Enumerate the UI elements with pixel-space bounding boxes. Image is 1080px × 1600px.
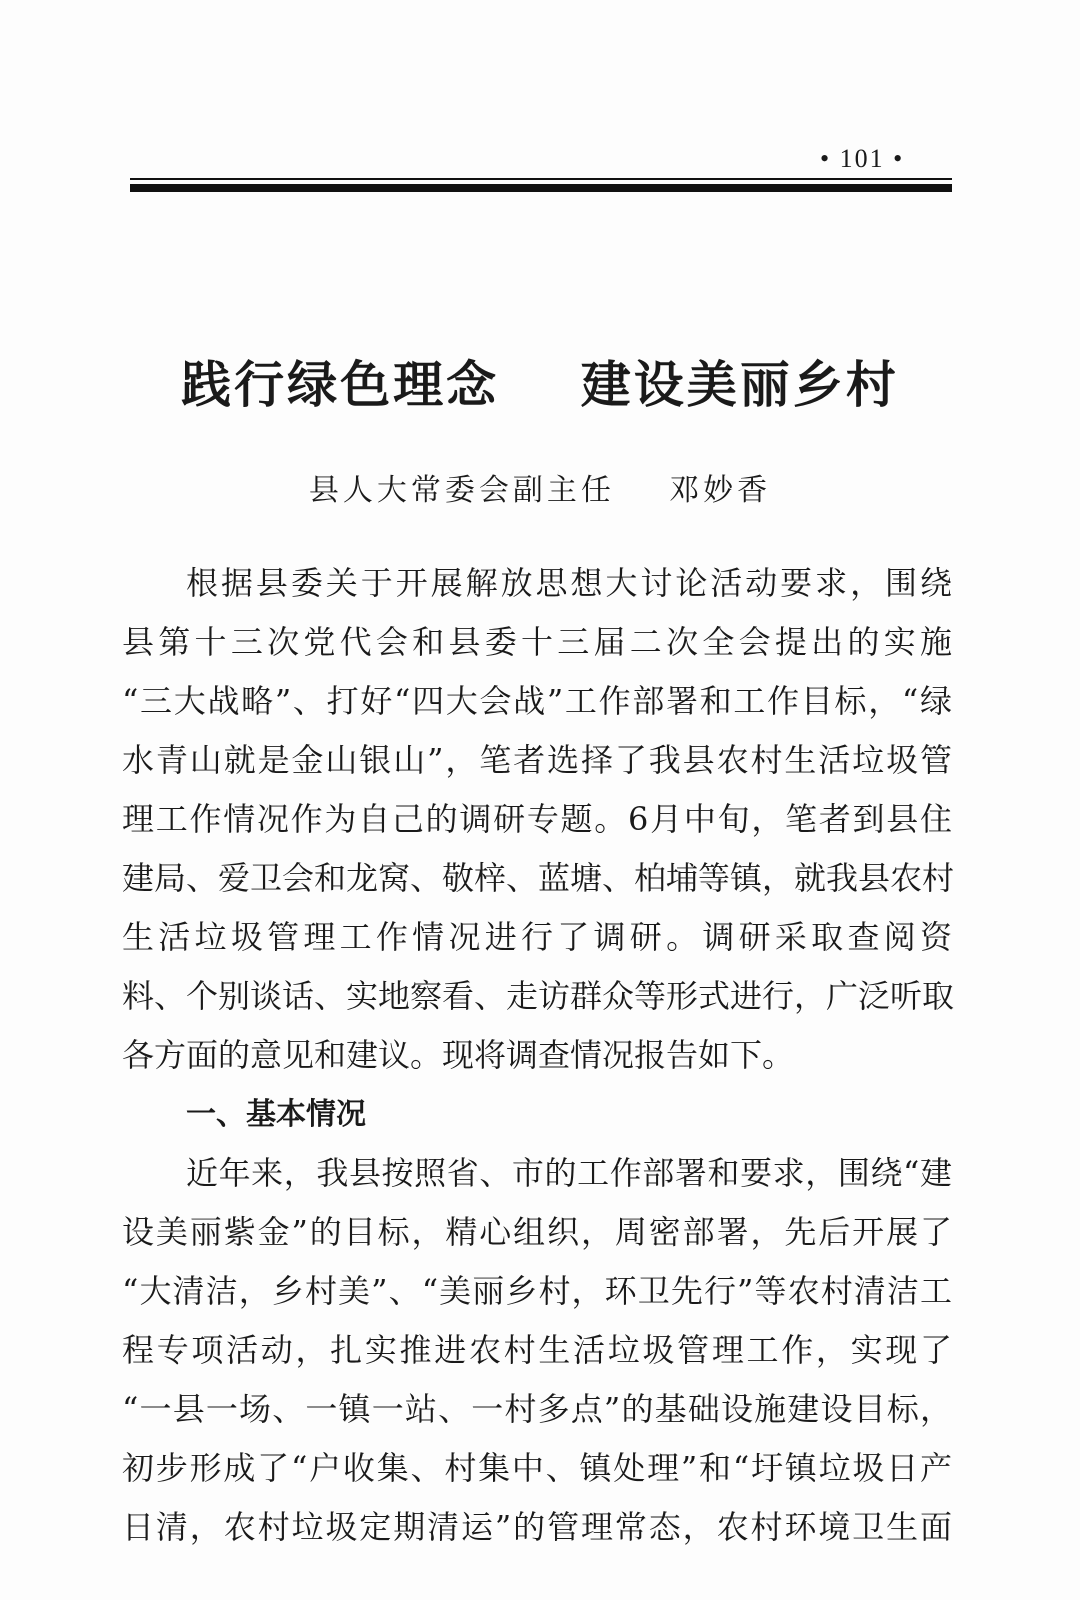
article-body — [122, 554, 955, 1557]
paragraph-line: 近年来，我县按照省、市的工作部署和要求，围绕“建 — [186, 1154, 952, 1192]
section-heading: 一、基本情况 — [186, 1097, 366, 1132]
paragraph-line: 各方面的意见和建议。现将调查情况报告如下。 — [122, 1036, 795, 1074]
paragraph-line: 生活垃圾管理工作情况进行了调研。调研采取查阅资 — [122, 918, 952, 956]
paragraph-line: 根据县委关于开展解放思想大讨论活动要求，围绕 — [186, 564, 952, 602]
article-byline: 县人大常委会副主任 邓妙香 — [308, 473, 772, 508]
paragraph-line: 程专项活动，扎实推进农村生活垃圾管理工作，实现了 — [122, 1331, 952, 1369]
paragraph-line: 水青山就是金山银山”，笔者选择了我县农村生活垃圾管 — [122, 741, 952, 779]
header-rule-thick — [130, 184, 952, 192]
paragraph-line: 初步形成了“户收集、村集中、镇处理”和“圩镇垃圾日产 — [122, 1449, 952, 1487]
page-number: • 101 • — [820, 144, 905, 173]
paragraph-line: 料、个别谈话、实地察看、走访群众等形式进行，广泛听取 — [122, 977, 955, 1015]
paragraph-line: 县第十三次党代会和县委十三届二次全会提出的实施 — [122, 623, 952, 661]
article-title: 践行绿色理念 建设美丽乡村 — [181, 356, 899, 414]
paragraph-line: “三大战略”、打好“四大会战”工作部署和工作目标，“绿 — [122, 682, 952, 720]
paragraph-line: 日清，农村垃圾定期清运”的管理常态，农村环境卫生面 — [122, 1508, 952, 1546]
paragraph-line: “大清洁，乡村美”、“美丽乡村，环卫先行”等农村清洁工 — [122, 1272, 952, 1310]
paragraph-line: “一县一场、一镇一站、一村多点”的基础设施建设目标， — [122, 1390, 952, 1428]
paragraph-line: 理工作情况作为自己的调研专题。6月中旬，笔者到县住 — [122, 800, 952, 838]
paragraph-line: 建局、爱卫会和龙窝、敬梓、蓝塘、柏埔等镇，就我县农村 — [122, 859, 955, 897]
paragraph-line: 设美丽紫金”的目标，精心组织，周密部署，先后开展了 — [122, 1213, 952, 1251]
header-rule-thin — [130, 178, 952, 180]
